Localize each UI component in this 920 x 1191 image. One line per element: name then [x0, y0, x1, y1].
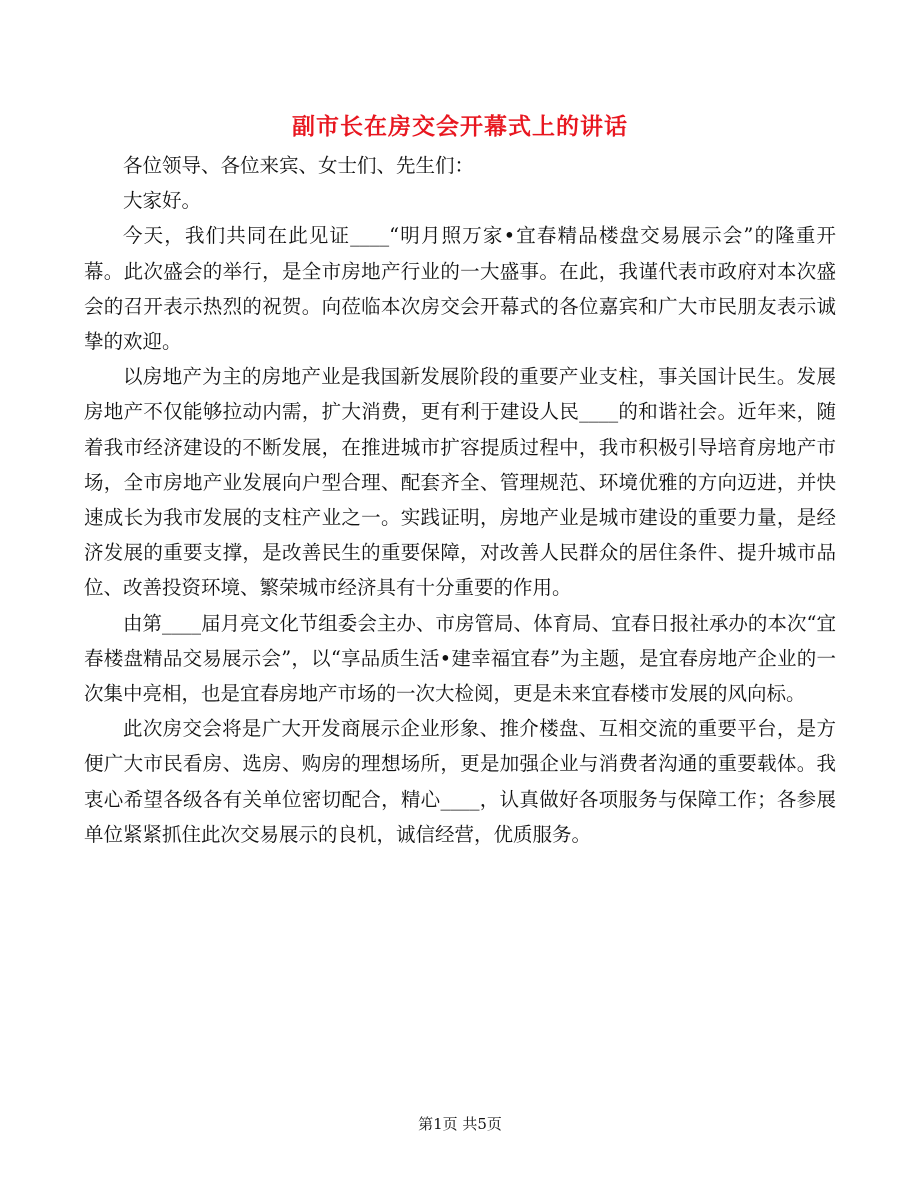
document-title: 副市长在房交会开幕式上的讲话	[292, 113, 628, 140]
paragraph-opening: 今天，我们共同在此见证____“明月照万家•宜春精品楼盘交易展示会”的隆重开幕。此次盛会的举行，是全市房地产行业的一大盛事。在此，我谨代表市政府对本次盛会的召开表示热烈的祝贺。向莅临本次房交会开幕式的各位嘉宾和广大市民朋友表示诚挚的欢迎。	[84, 224, 836, 354]
paragraph-exhibition-theme: 由第____届月亮文化节组委会主办、市房管局、体育局、宜春日报社承办的本次“宜春楼盘精品交易展示会”，以“享品质生活•建幸福宜春”为主题，是宜春房地产企业的一次集中亮相，也是宜春房地产市场的一次大检阅，更是未来宜春楼市发展的风向标。	[84, 611, 836, 706]
paragraph-salutation: 各位领导、各位来宾、女士们、先生们：	[123, 154, 475, 177]
paragraph-greeting: 大家好。	[123, 189, 202, 213]
paragraph-real-estate-industry: 以房地产为主的房地产业是我国新发展阶段的重要产业支柱，事关国计民生。发展房地产不仅能够拉动内需，扩大消费，更有利于建设人民____的和谐社会。近年来，随着我市经济建设的不断发展，在推进城市扩容提质过程中，我市积极引导培育房地产市场，全市房地产业发展向户型合理、配套齐全、管理规范、环境优雅的方向迈进，并快速成长为我市发展的支柱产业之一。实践证明，房地产业是城市建设的重要力量，是经济发展的重要支撑，是改善民生的重要保障，对改善人民群众的居住条件、提升城市品位、改善投资环境、繁荣城市经济具有十分重要的作用。	[84, 365, 836, 600]
document-body	[84, 148, 836, 852]
page-number: 第1页 共5页	[418, 1115, 502, 1133]
paragraph-platform: 此次房交会将是广大开发商展示企业形象、推介楼盘、互相交流的重要平台，是方便广大市民看房、选房、购房的理想场所，更是加强企业与消费者沟通的重要载体。我衷心希望各级各有关单位密切配合，精心____，认真做好各项服务与保障工作；各参展单位紧紧抓住此次交易展示的良机，诚信经营，优质服务。	[84, 717, 836, 846]
